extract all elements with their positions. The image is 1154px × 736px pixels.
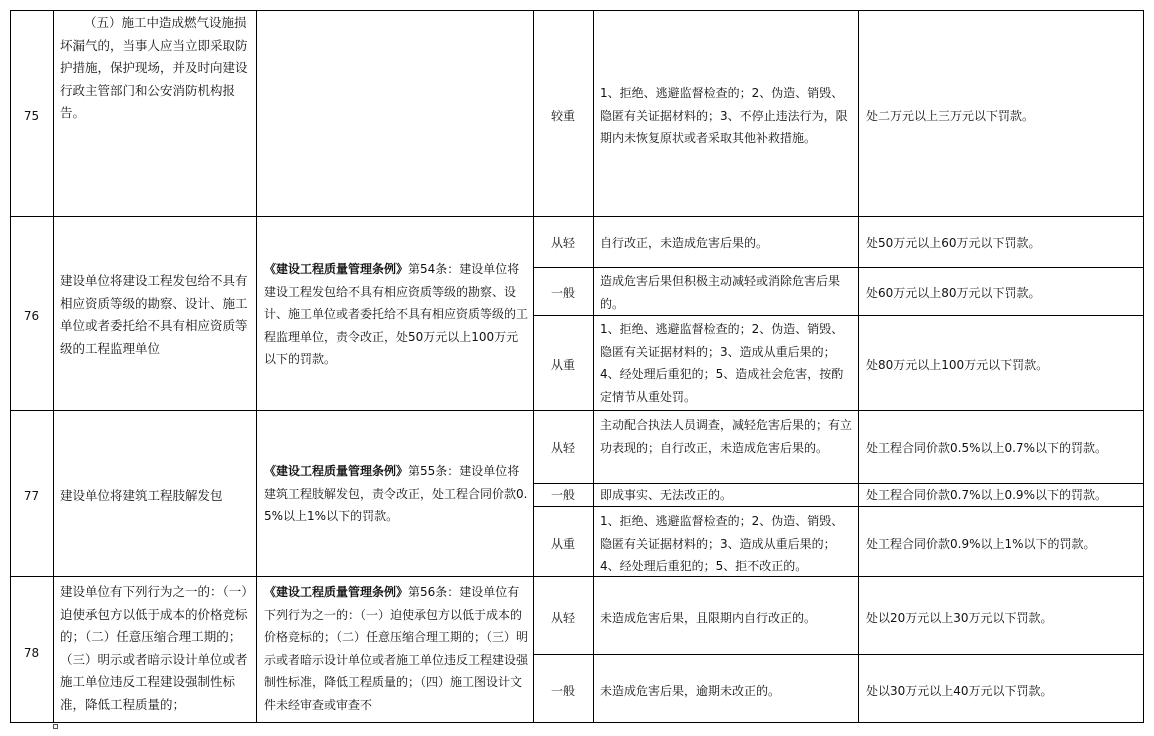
discretion-level: 从重: [550, 537, 575, 551]
regulation-article: 第55条：建设单位将建筑工程肢解发包，责令改正，处工程合同价款0.5%以上1%以下的罚款。: [264, 464, 528, 523]
penalty-text: 处50万元以上60万元以下罚款。: [866, 236, 1041, 250]
discretion-level: 从轻: [550, 236, 575, 250]
table-border: [10, 216, 1144, 217]
violation-content: 建设单位将建设工程发包给不具有相应资质等级的勘察、设计、施工单位或者委托给不具有相应资质等级的工程监理单位: [60, 273, 248, 356]
row-number: 76: [23, 309, 40, 323]
discretion-level: 从轻: [550, 441, 575, 455]
circumstance-text: 主动配合执法人员调查，减轻危害后果的；有立功表现的；自行改正，未造成危害后果的。: [600, 418, 853, 455]
table-border: [10, 10, 1144, 11]
row-number: 77: [23, 489, 40, 503]
penalty-text: 处60万元以上80万元以下罚款。: [866, 286, 1041, 300]
table-border: [533, 267, 1144, 268]
discretion-level: 从重: [550, 358, 575, 372]
table-border: [533, 654, 1144, 655]
regulation-article: 第54条：建设单位将建设工程发包给不具有相应资质等级的勘察、设计、施工单位或者委托给不具有相应资质等级的工程监理单位，责令改正，处50万元以上100万元以下的罚款。: [264, 262, 529, 366]
discretion-level: 一般: [550, 488, 575, 502]
penalty-text: 处工程合同价款0.7%以上0.9%以下的罚款。: [866, 488, 1107, 502]
table-border: [10, 576, 1144, 577]
table-border: [533, 315, 1144, 316]
circumstance-text: 1、拒绝、逃避监督检查的；2、伪造、销毁、隐匿有关证据材料的；3、不停止违法行为，限期内未恢复原状或者采取其他补救措施。: [600, 86, 848, 145]
violation-content: 建设单位将建筑工程肢解发包: [60, 488, 223, 503]
legal-basis: [264, 581, 528, 721]
legal-basis: [264, 460, 528, 528]
penalty-text: 处80万元以上100万元以下罚款。: [866, 358, 1049, 372]
penalty-text: 处以30万元以上40万元以下罚款。: [866, 684, 1053, 698]
circumstance-text: 造成危害后果但积极主动减轻或消除危害后果的。: [600, 274, 841, 311]
penalty-text: 处工程合同价款0.5%以上0.7%以下的罚款。: [866, 441, 1107, 455]
penalty-text: 处工程合同价款0.9%以上1%以下的罚款。: [866, 537, 1096, 551]
circumstance-text: 1、拒绝、逃避监督检查的；2、伪造、销毁、隐匿有关证据材料的；3、造成从重后果的；4、经处理后重犯的；5、拒不改正的。: [600, 514, 844, 573]
table-border: [53, 10, 54, 722]
circumstance-text: 自行改正，未造成危害后果的。: [600, 236, 769, 250]
row-number: 75: [23, 109, 40, 123]
regulation-title: 《建设工程质量管理条例》: [264, 464, 409, 478]
table-border: [593, 10, 594, 722]
row-number: 78: [23, 646, 40, 660]
paragraph-mark: [53, 724, 58, 729]
circumstance-text: 1、拒绝、逃避监督检查的；2、伪造、销毁、隐匿有关证据材料的；3、造成从重后果的；4、经处理后重犯的；5、造成社会危害，按酌定情节从重处罚。: [600, 322, 844, 404]
table-border: [10, 722, 1144, 723]
circumstance-text: 即成事实、无法改正的。: [600, 488, 733, 502]
penalty-text: 处二万元以上三万元以下罚款。: [866, 109, 1035, 123]
table-border: [10, 410, 1144, 411]
regulation-title: 《建设工程质量管理条例》: [264, 262, 409, 276]
penalty-text: 处以20万元以上30万元以下罚款。: [866, 611, 1053, 625]
discretion-level: 一般: [550, 286, 575, 300]
circumstance-text: 未造成危害后果，逾期未改正的。: [600, 684, 781, 698]
violation-content: （五）施工中造成燃气设施损坏漏气的，当事人应当立即采取防护措施，保护现场，并及时向建设行政主管部门和公安消防机构报告。: [60, 15, 248, 120]
violation-content: 建设单位有下列行为之一的：（一）迫使承包方以低于成本的价格竞标的；（二）任意压缩合理工期的；（三）明示或者暗示设计单位或者施工单位违反工程建设强制性标准，降低工程质量的；: [60, 584, 248, 712]
legal-basis: [264, 258, 528, 371]
discretion-level: 较重: [550, 109, 575, 123]
circumstance-text: 未造成危害后果，且限期内自行改正的。: [600, 611, 817, 625]
discretion-level: 一般: [550, 684, 575, 698]
regulation-article: 第56条：建设单位有下列行为之一的：（一）迫使承包方以低于成本的价格竞标的；（二）任意压缩合理工期的；（三）明示或者暗示设计单位或者施工单位违反工程建设强制性标准，降低工程质量的；（四）施工图设计文件未经审查或审查不: [264, 585, 528, 712]
table-border: [1143, 10, 1144, 722]
table-border: [256, 10, 257, 722]
regulation-title: 《建设工程质量管理条例》: [264, 585, 409, 599]
table-border: [858, 10, 859, 722]
discretion-level: 从轻: [550, 611, 575, 625]
